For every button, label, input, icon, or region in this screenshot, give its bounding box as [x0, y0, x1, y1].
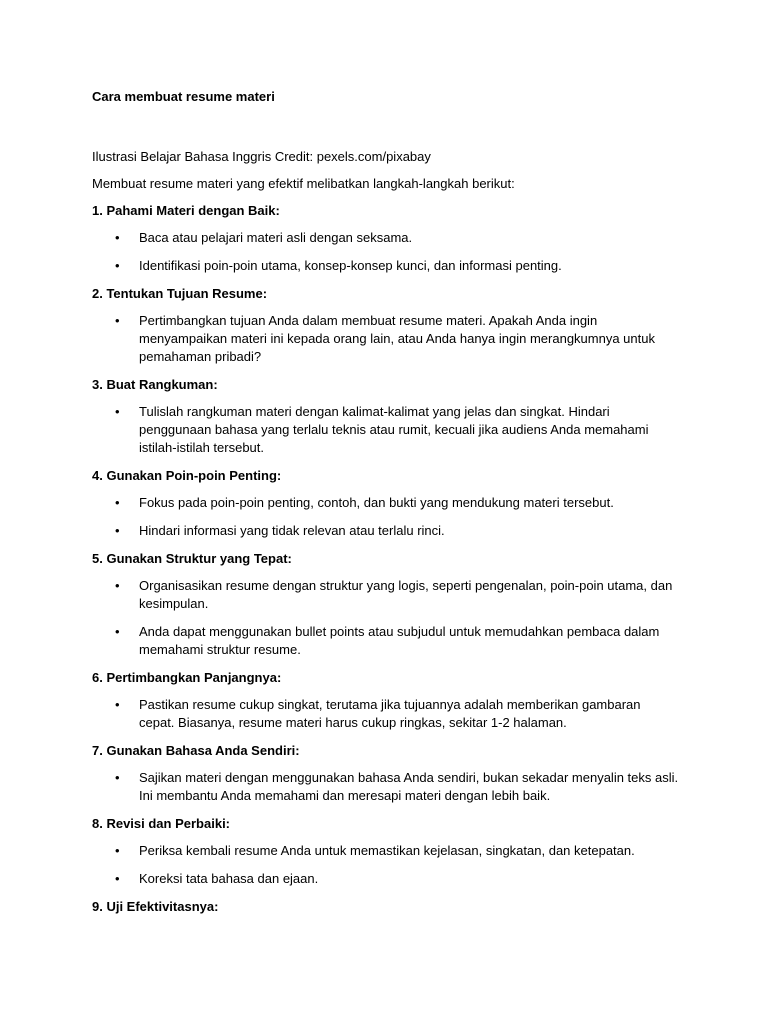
list-item [92, 577, 698, 613]
list-item [92, 769, 698, 805]
step-heading: 4. Gunakan Poin-poin Penting: [92, 468, 282, 483]
step-bullet-list [92, 494, 698, 540]
bullet-text: Koreksi tata bahasa dan ejaan. [139, 871, 319, 886]
step-bullet-list [92, 312, 698, 366]
step-bullet-list [92, 577, 698, 659]
bullet-text: Fokus pada poin-poin penting, contoh, dan bukti yang mendukung materi tersebut. [139, 495, 614, 510]
step-bullet-list [92, 696, 698, 732]
step-heading: 5. Gunakan Struktur yang Tepat: [92, 551, 292, 566]
bullet-text: Pastikan resume cukup singkat, terutama jika tujuannya adalah memberikan gambaran cepat. Biasanya, resume materi harus cukup ringkas, sekitar 1-2 halaman. [139, 697, 641, 730]
list-item [92, 696, 698, 732]
bullet-icon: • [115, 404, 120, 419]
bullet-text: Sajikan materi dengan menggunakan bahasa Anda sendiri, bukan sekadar menyalin teks asli. Ini membantu Anda memahami dan meresapi materi dengan lebih baik. [139, 770, 679, 803]
list-item [92, 870, 698, 888]
bullet-icon: • [115, 578, 120, 593]
bullet-icon: • [115, 770, 120, 785]
bullet-icon: • [115, 313, 120, 328]
list-item [92, 403, 698, 457]
step-heading: 6. Pertimbangkan Panjangnya: [92, 670, 282, 685]
document-title: Cara membuat resume materi [92, 89, 275, 104]
step-heading: 7. Gunakan Bahasa Anda Sendiri: [92, 743, 300, 758]
list-item [92, 522, 698, 540]
bullet-text: Organisasikan resume dengan struktur yang logis, seperti pengenalan, poin-poin utama, dan kesimpulan. [139, 578, 673, 611]
intro-paragraph: Membuat resume materi yang efektif melibatkan langkah-langkah berikut: [92, 176, 515, 191]
bullet-icon: • [115, 230, 120, 245]
list-item [92, 257, 698, 275]
step-heading: 8. Revisi dan Perbaiki: [92, 816, 231, 831]
step-heading: 9. Uji Efektivitasnya: [92, 899, 219, 914]
bullet-icon: • [115, 871, 120, 886]
bullet-text: Anda dapat menggunakan bullet points atau subjudul untuk memudahkan pembaca dalam memahami struktur resume. [139, 624, 660, 657]
list-item [92, 842, 698, 860]
bullet-text: Periksa kembali resume Anda untuk memastikan kejelasan, singkatan, dan ketepatan. [139, 843, 635, 858]
bullet-text: Hindari informasi yang tidak relevan atau terlalu rinci. [139, 523, 445, 538]
step-heading: 3. Buat Rangkuman: [92, 377, 218, 392]
steps-list [92, 202, 698, 916]
bullet-icon: • [115, 258, 120, 273]
step-bullet-list [92, 229, 698, 275]
bullet-text: Pertimbangkan tujuan Anda dalam membuat resume materi. Apakah Anda ingin menyampaikan materi ini kepada orang lain, atau Anda hanya ingin merangkumnya untuk pemahaman pribadi? [139, 313, 655, 364]
bullet-icon: • [115, 624, 120, 639]
step-heading: 2. Tentukan Tujuan Resume: [92, 286, 268, 301]
list-item [92, 494, 698, 512]
bullet-icon: • [115, 843, 120, 858]
bullet-icon: • [115, 495, 120, 510]
bullet-icon: • [115, 523, 120, 538]
step-bullet-list [92, 842, 698, 888]
list-item [92, 623, 698, 659]
list-item [92, 229, 698, 247]
bullet-text: Baca atau pelajari materi asli dengan seksama. [139, 230, 413, 245]
step-heading: 1. Pahami Materi dengan Baik: [92, 203, 280, 218]
step-bullet-list [92, 403, 698, 457]
step-bullet-list [92, 769, 698, 805]
bullet-text: Tulislah rangkuman materi dengan kalimat-kalimat yang jelas dan singkat. Hindari penggunaan bahasa yang terlalu teknis atau rumit, kecuali jika audiens Anda memahami istilah-istilah tersebut. [139, 404, 649, 455]
list-item [92, 312, 698, 366]
bullet-text: Identifikasi poin-poin utama, konsep-konsep kunci, dan informasi penting. [139, 258, 562, 273]
bullet-icon: • [115, 697, 120, 712]
image-caption: Ilustrasi Belajar Bahasa Inggris Credit: pexels.com/pixabay [92, 149, 431, 164]
